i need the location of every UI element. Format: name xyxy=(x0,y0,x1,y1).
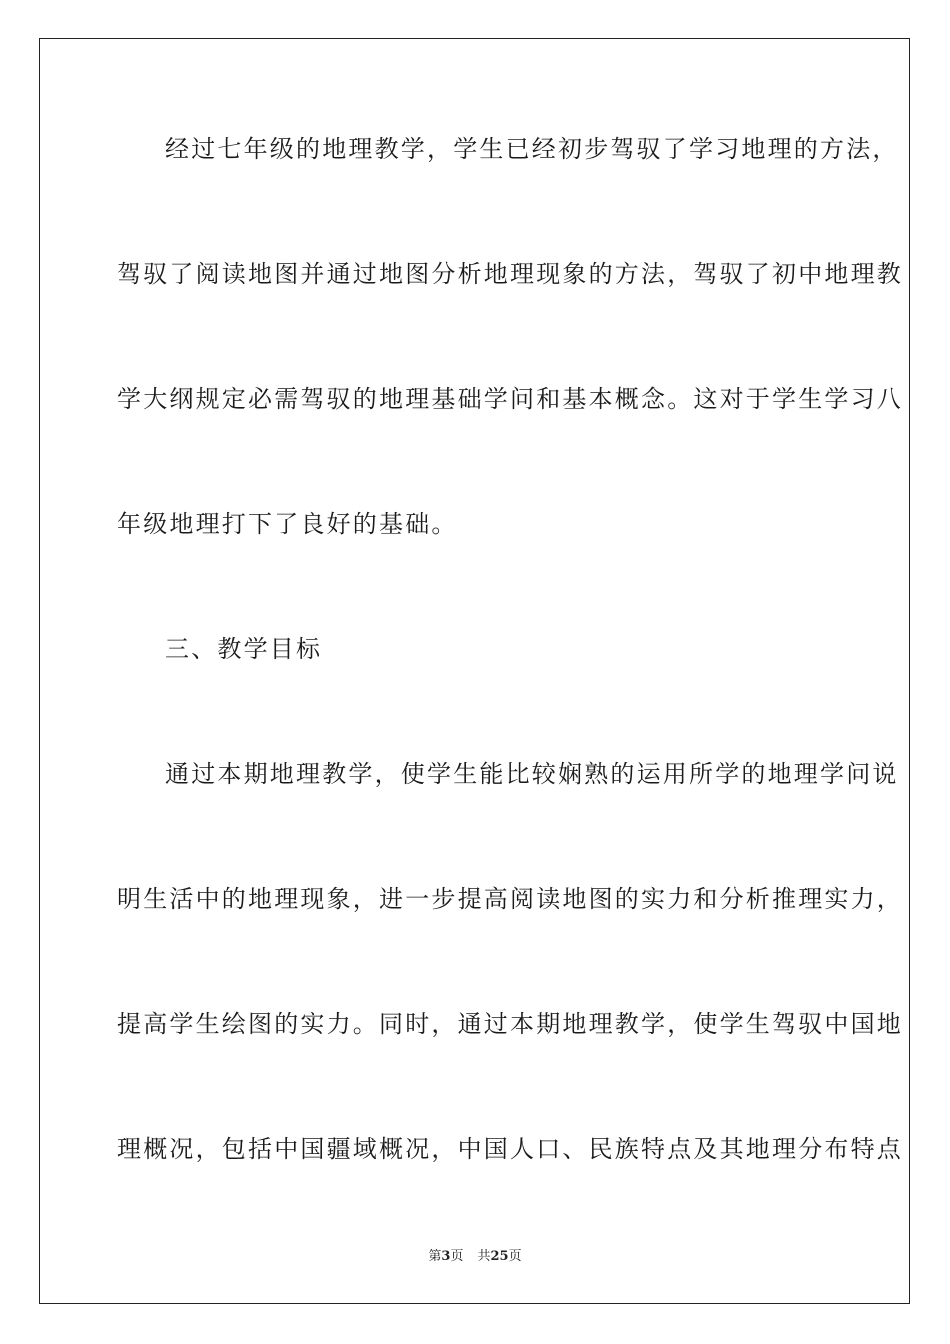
page-number-suffix: 页 xyxy=(450,1249,464,1264)
body-text-line: 年级地理打下了良好的基础。 xyxy=(117,510,458,538)
body-text-line: 学大纲规定必需驾驭的地理基础学问和基本概念。这对于学生学习八 xyxy=(117,385,903,413)
page-number-current: 3 xyxy=(441,1249,451,1264)
body-text-line: 驾驭了阅读地图并通过地图分析地理现象的方法，驾驭了初中地理教 xyxy=(117,260,903,288)
body-text-line: 通过本期地理教学，使学生能比较娴熟的运用所学的地理学问说 xyxy=(165,760,899,788)
body-text-line: 提高学生绘图的实力。同时，通过本期地理教学，使学生驾驭中国地 xyxy=(117,1010,903,1038)
body-text-line: 理概况，包括中国疆域概况，中国人口、民族特点及其地理分布特点 xyxy=(117,1135,903,1163)
page-total-suffix: 页 xyxy=(508,1249,522,1264)
page-footer xyxy=(0,1248,950,1266)
section-heading: 三、教学目标 xyxy=(165,635,323,663)
page-total-prefix: 共 xyxy=(477,1249,491,1264)
body-text-line: 明生活中的地理现象，进一步提高阅读地图的实力和分析推理实力， xyxy=(117,885,903,913)
page-number-prefix: 第 xyxy=(428,1249,442,1264)
page-number-total: 25 xyxy=(490,1249,509,1264)
page-border xyxy=(39,38,910,1304)
body-text-line: 经过七年级的地理教学，学生已经初步驾驭了学习地理的方法， xyxy=(165,135,899,163)
